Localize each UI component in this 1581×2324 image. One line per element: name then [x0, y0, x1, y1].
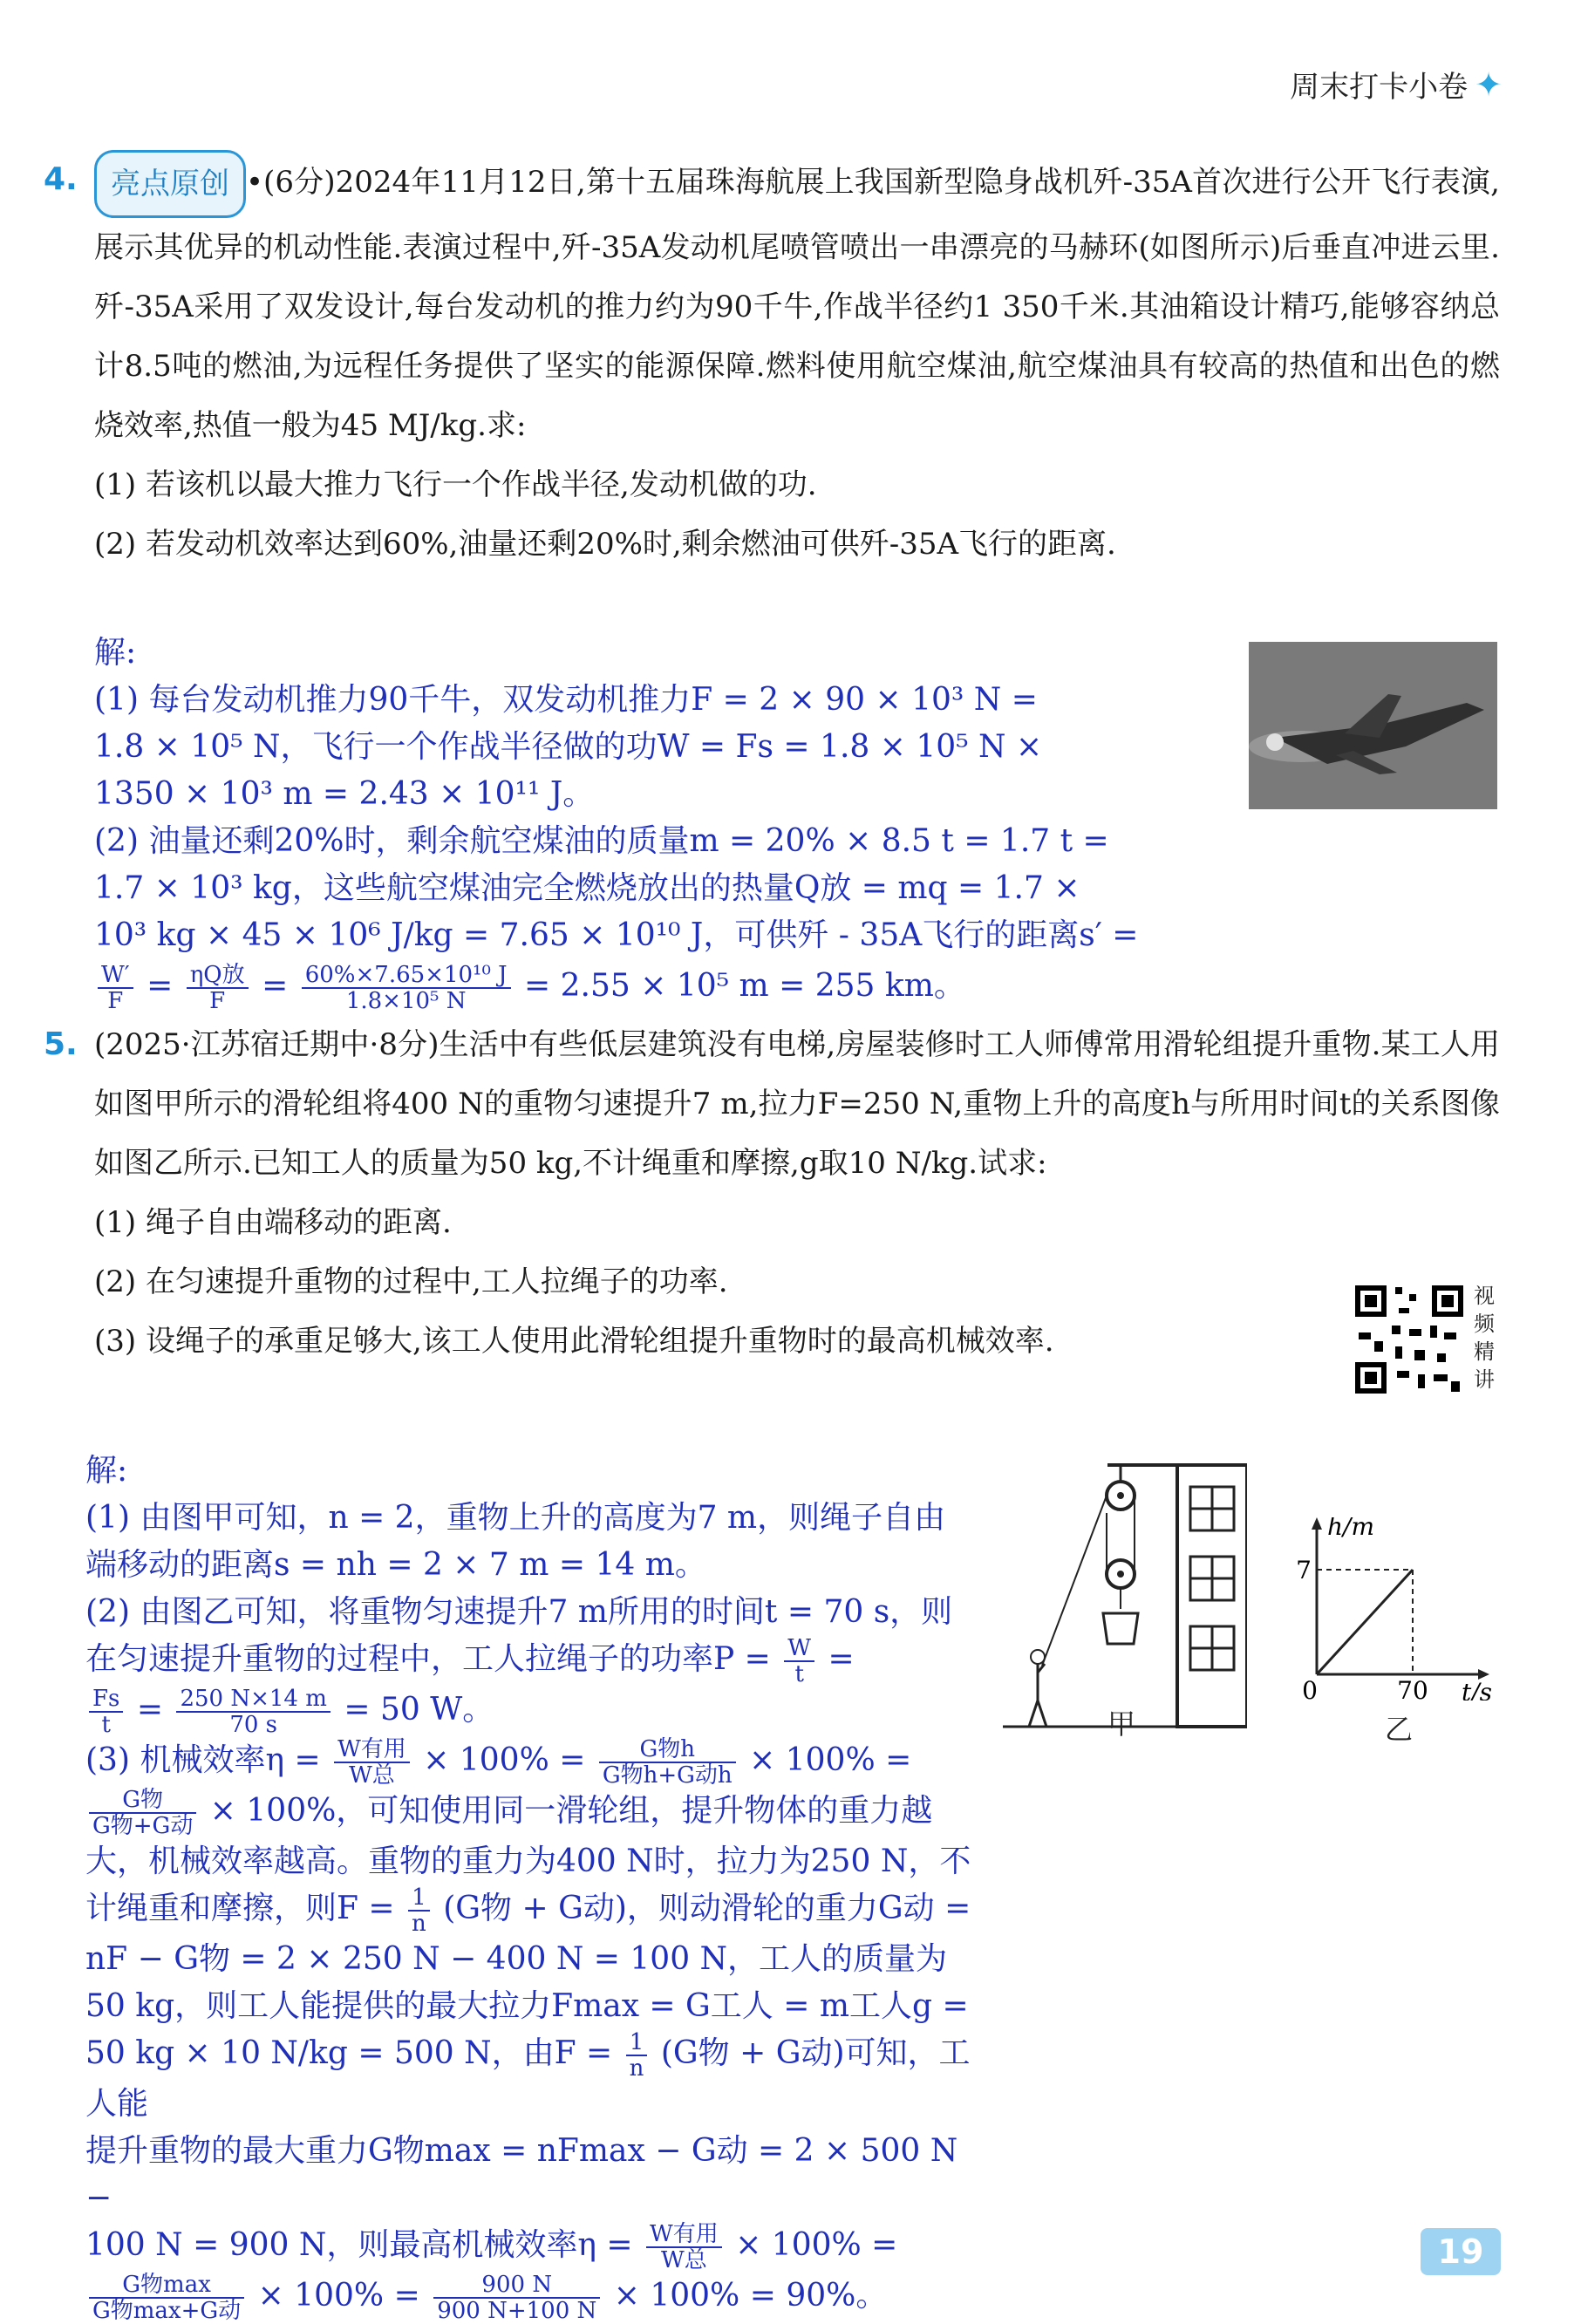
fraction: $\frac{\text{ηQ放}}{F}$	[187, 963, 249, 1013]
solution-line: 大，机械效率越高。重物的重力为400 N时，拉力为250 N，不	[85, 1844, 971, 1879]
solution-line: 1350 × 10³ m = 2.43 × 10¹¹ J。	[94, 776, 595, 812]
fraction: $\frac{1}{n}$	[626, 2030, 648, 2081]
fraction: $\frac{1}{n}$	[408, 1885, 430, 1936]
question-intro: (2025·江苏宿迁期中·8分)生活中有些低层建筑没有电梯,房屋装修时工人师傅常用滑轮组提升重物.某工人用如图甲所示的滑轮组将400 N的重物匀速提升7 m,拉力F=250 N,重物上升的高度h与所用时间t的关系图像如图乙所示.已知工人的质量为50 kg,不计绳重和摩擦,g取10 N/kg.试求:	[94, 1027, 1500, 1181]
y-tick-label: 7	[1296, 1556, 1312, 1585]
qr-code[interactable]	[1353, 1284, 1465, 1395]
solution-line: (1) 每台发动机推力90千牛，双发动机推力F = 2 × 90 × 10³ N =	[94, 682, 1038, 718]
question-4	[44, 150, 1500, 574]
jet-illustration	[1249, 642, 1497, 809]
fraction: $\frac{W'}{F}$	[98, 963, 133, 1013]
solution-line: (2) 油量还剩20%时，剩余航空煤油的质量m = 20% × 8.5 t = 1.7 t =	[94, 823, 1109, 859]
question-number: 5.	[44, 1026, 78, 1062]
solution-line: 提升重物的最大重力G物max = nFmax − G动 = 2 × 500 N −	[85, 2133, 958, 2216]
solution-line: $\frac{\text{G物max}}{\text{G物max+G动}}$ × 100% = $\frac{900 N}{900 N+100 N}$ × 100% = 90%。	[85, 2273, 992, 2323]
figure-label-yi: 乙	[1385, 1713, 1414, 1746]
x-tick-label: 70	[1397, 1676, 1428, 1700]
fraction: $\frac{\text{G物}}{\text{G物+G动}}$	[89, 1788, 196, 1838]
fraction: $\frac{Fs}{t}$	[89, 1687, 123, 1737]
qr-code-icon	[1353, 1284, 1465, 1395]
solution-line: 50 kg，则工人能提供的最大拉力Fmax = G工人 = m工人g =	[85, 1988, 969, 2024]
page-header	[1290, 63, 1503, 106]
qr-label: 视频精讲	[1474, 1284, 1495, 1392]
solution-line: nF − G物 = 2 × 250 N − 400 N = 100 N，工人的质量为	[85, 1941, 948, 1977]
y-axis-arrow	[1312, 1517, 1322, 1530]
solution-line: 1.8 × 10⁵ N，飞行一个作战半径做的功W = Fs = 1.8 × 10⁵ N ×	[94, 729, 1043, 765]
question-intro: •(6分)2024年11月12日,第十五届珠海航展上我国新型隐身战机歼-35A首次进行公开飞行表演,展示其优异的机动性能.表演过程中,歼-35A发动机尾喷管喷出一串漂亮的马赫环(如图所示)后垂直冲进云里.歼-35A采用了双发设计,每台发动机的推力约为90千牛,作战半径约1 350千米.其油箱设计精巧,能够容纳总计8.5吨的燃油,为远程任务提供了坚实的能源保障.燃料使用航空煤油,航空煤油具有较高的热值和出色的燃烧效率,热值一般为45 MJ/kg.求:	[94, 165, 1500, 443]
solution-line: (2) 由图乙可知，将重物匀速提升7 m所用的时间t = 70 s，则	[85, 1594, 953, 1630]
highlight-badge: 亮点原创	[94, 150, 246, 218]
fraction: $\frac{\text{60\%×7.65×10¹⁰ J}}{\text{1.8×10⁵ N}}$	[302, 963, 511, 1013]
sub-question-3: (3) 设绳子的承重足够大,该工人使用此滑轮组提升重物时的最高机械效率.	[94, 1324, 1054, 1359]
solution-line: 计绳重和摩擦，则F = $\frac{1}{n}$ (G物 + G动)，则动滑轮的重力G动 =	[85, 1884, 971, 1937]
x-axis-label: t/s	[1462, 1678, 1493, 1700]
solution-line: 端移动的距离s = nh = 2 × 7 m = 14 m。	[85, 1547, 706, 1583]
solution-line: 在匀速提升重物的过程中，工人拉绳子的功率P = $\frac{W}{t}$ =	[85, 1635, 855, 1687]
q5-solution	[85, 1448, 992, 2323]
fraction: $\frac{\text{G物h}}{\text{G物h+G动h}}$	[599, 1737, 736, 1788]
origin-label: 0	[1302, 1676, 1318, 1700]
q4-solution	[94, 630, 1245, 818]
header-title: 周末打卡小卷	[1290, 70, 1469, 105]
q4-solution-2	[94, 818, 1524, 1013]
solution-line: $\frac{W'}{F}$ = $\frac{\text{ηQ放}}{F}$ = $\frac{\text{60\%×7.65×10¹⁰ J}}{\text{1.8×10⁵ N}}$ = 2.55 × 10⁵ m = 255 km。	[94, 963, 1524, 1013]
fraction: $\frac{W}{t}$	[784, 1636, 814, 1687]
question-5	[44, 1015, 1500, 1371]
fraction: $\frac{900 N}{900 N+100 N}$	[433, 2273, 600, 2323]
solution-line: (1) 由图甲可知，n = 2，重物上升的高度为7 m，则绳子自由	[85, 1500, 946, 1536]
solution-label: 解:	[94, 635, 137, 671]
h-t-graph	[1291, 1517, 1509, 1700]
fraction: $\frac{\text{G物max}}{\text{G物max+G动}}$	[89, 2273, 244, 2323]
fraction: $\frac{\text{W有用}}{\text{W总}}$	[646, 2222, 722, 2273]
sub-question-2: (2) 若发动机效率达到60%,油量还剩20%时,剩余燃油可供歼-35A飞行的距离.	[94, 527, 1116, 562]
series-line	[1317, 1570, 1413, 1674]
y-axis-label: h/m	[1327, 1517, 1375, 1541]
figure-yi	[1291, 1517, 1509, 1700]
sub-question-1: (1) 若该机以最大推力飞行一个作战半径,发动机做的功.	[94, 467, 817, 502]
sparkle-icon: ✦	[1475, 65, 1503, 104]
figure-label-jia: 甲	[1107, 1707, 1136, 1741]
solution-line: 100 N = 900 N，则最高机械效率η = $\frac{\text{W有用}}{\text{W总}}$ × 100% =	[85, 2221, 898, 2273]
sub-question-2: (2) 在匀速提升重物的过程中,工人拉绳子的功率.	[94, 1264, 728, 1299]
jet-photo	[1249, 642, 1497, 809]
solution-line: (3) 机械效率η = $\frac{\text{W有用}}{\text{W总}}$ × 100% = $\frac{\text{G物h}}{\text{G物h+G动h}}$ × 100% =	[85, 1736, 912, 1789]
question-number: 4.	[44, 161, 78, 197]
page-number: 19	[1421, 2228, 1501, 2275]
fraction: $\frac{\text{W有用}}{\text{W总}}$	[334, 1737, 410, 1788]
fraction: $\frac{250 N\times 14 m}{70 s}$	[176, 1687, 330, 1737]
solution-label: 解:	[85, 1453, 128, 1489]
sub-question-1: (1) 绳子自由端移动的距离.	[94, 1205, 452, 1240]
solution-line: 1.7 × 10³ kg，这些航空煤油完全燃烧放出的热量Q放 = mq = 1.7 ×	[94, 870, 1080, 906]
figure-jia	[1003, 1448, 1247, 1744]
solution-line: 50 kg × 10 N/kg = 500 N，由F = $\frac{1}{n}$ (G物 + G动)可知，工人能	[85, 2029, 971, 2122]
solution-line: 10³ kg × 45 × 10⁶ J/kg = 7.65 × 10¹⁰ J，可供歼 - 35A飞行的距离s′ =	[94, 917, 1139, 953]
pulley-diagram	[1003, 1448, 1247, 1744]
solution-line: $\frac{\text{G物}}{\text{G物+G动}}$ × 100%，可知使用同一滑轮组，提升物体的重力越	[85, 1788, 992, 1838]
solution-line: $\frac{Fs}{t}$ = $\frac{250 N\times 14 m}{70 s}$ = 50 W。	[85, 1687, 992, 1737]
